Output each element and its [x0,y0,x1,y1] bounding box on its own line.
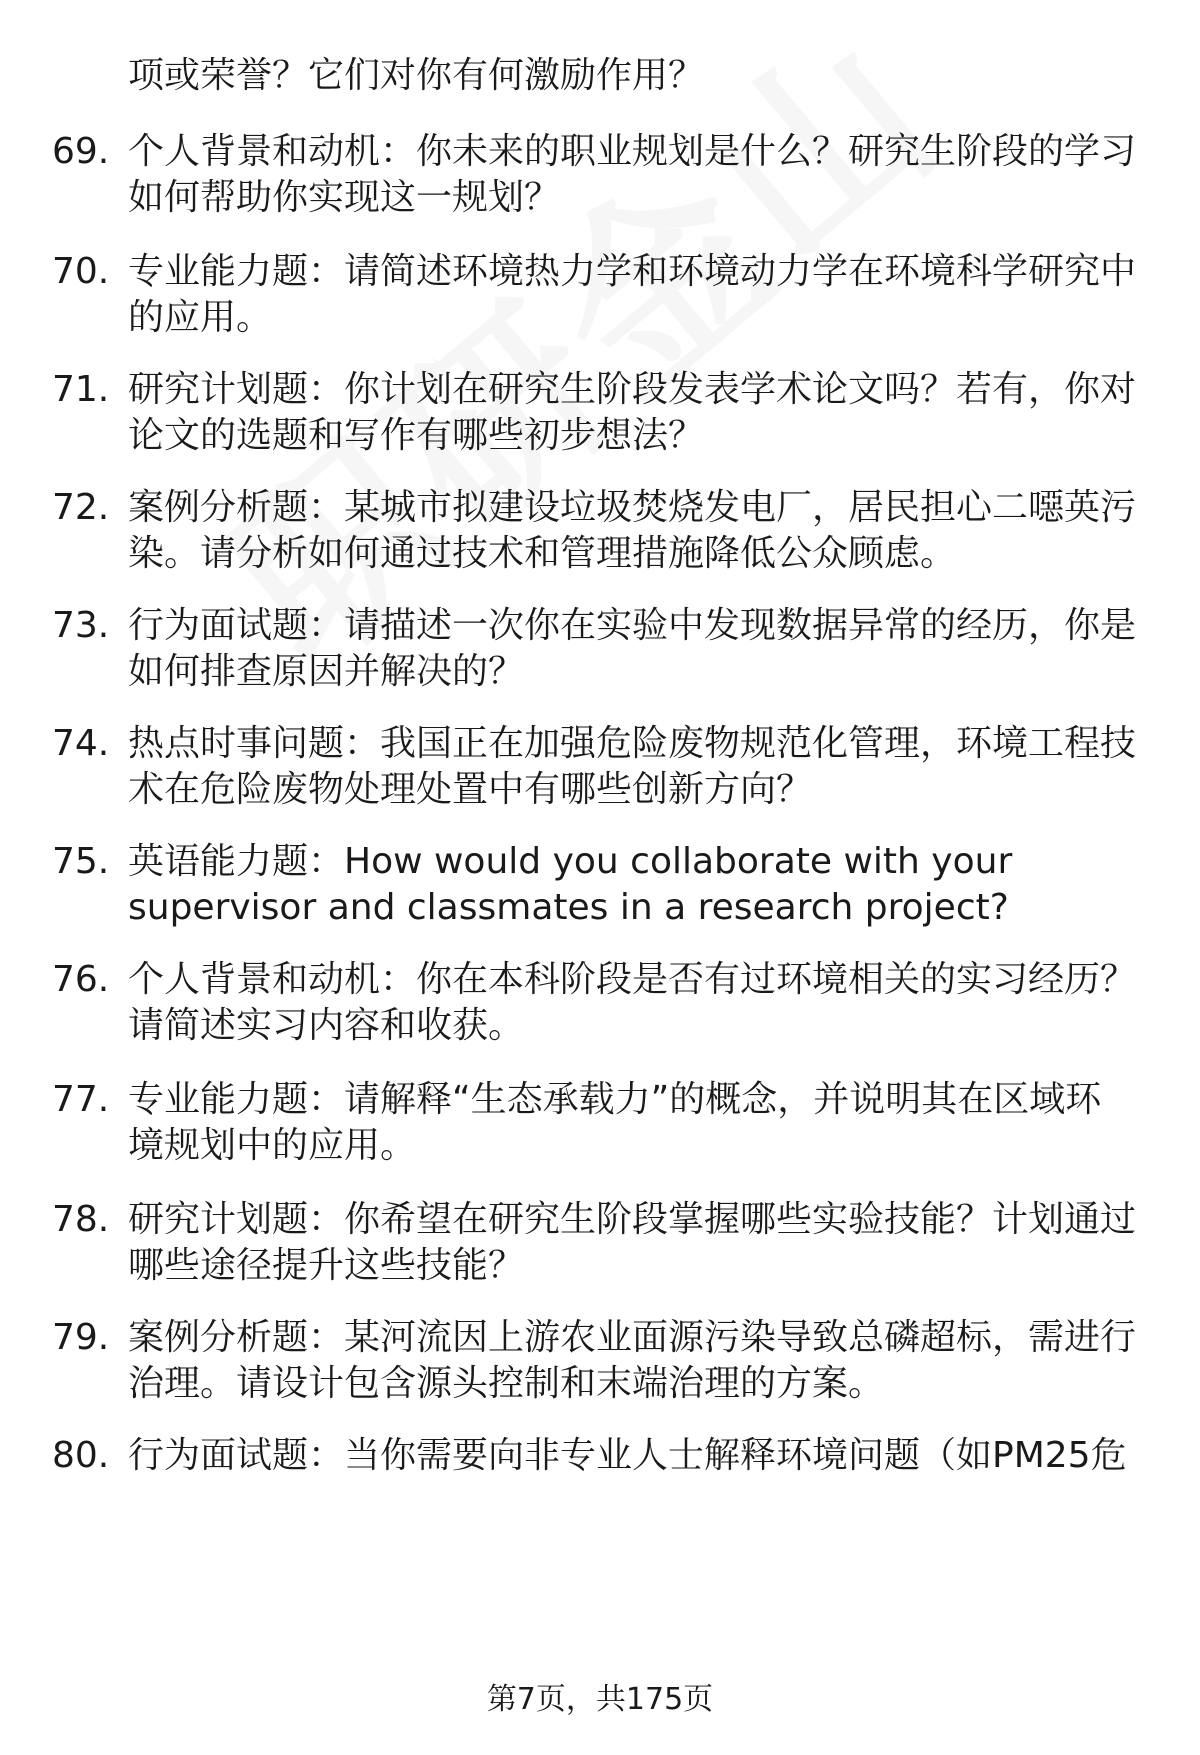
question-text: 项或荣誉？它们对你有何激励作用？ [128,55,705,96]
question-text: 专业能力题：请解释“生态承载力”的概念，并说明其在区域环 [128,1079,1102,1120]
question-text: 案例分析题：某河流因上游农业面源污染导致总磷超标，需进行 [128,1317,1137,1358]
question-number: 73. [52,605,110,646]
question-text: 染。请分析如何通过技术和管理措施降低公众顾虑。 [128,533,957,574]
question-text: 个人背景和动机：你未来的职业规划是什么？研究生阶段的学习 [128,131,1137,172]
question-text: supervisor and classmates in a research project? [128,887,1009,928]
question-number: 74. [52,723,110,764]
question-text: 哪些途径提升这些技能？ [128,1245,525,1286]
question-text: 术在危险废物处理处置中有哪些创新方向？ [128,769,813,810]
question-number: 69. [52,131,110,172]
question-text: 论文的选题和写作有哪些初步想法？ [128,415,705,456]
question-number: 78. [52,1199,110,1240]
question-number: 72. [52,487,110,528]
question-text: 的应用。 [128,297,273,338]
question-text: 如何帮助你实现这一规划？ [128,177,561,218]
question-text: 研究计划题：你计划在研究生阶段发表学术论文吗？若有，你对 [128,369,1137,410]
question-text: 专业能力题：请简述环境热力学和环境动力学在环境科学研究中 [128,251,1137,292]
question-number: 75. [52,841,110,882]
question-number: 71. [52,369,110,410]
question-number: 76. [52,959,110,1000]
question-number: 79. [52,1317,110,1358]
question-text: 行为面试题：当你需要向非专业人士解释环境问题（如PM25危 [128,1435,1127,1476]
question-text: 热点时事问题：我国正在加强危险废物规范化管理，环境工程技 [128,723,1137,764]
question-number: 80. [52,1435,110,1476]
question-text: 个人背景和动机：你在本科阶段是否有过环境相关的实习经历？ [128,959,1137,1000]
question-text: 治理。请设计包含源头控制和末端治理的方案。 [128,1363,885,1404]
question-number: 70. [52,251,110,292]
question-text: 如何排查原因并解决的？ [128,651,525,692]
page-footer: 第7页，共175页 [486,1682,714,1717]
question-text: 境规划中的应用。 [128,1125,417,1166]
question-number: 77. [52,1079,110,1120]
question-text: 英语能力题：How would you collaborate with your [128,841,1013,882]
question-text: 案例分析题：某城市拟建设垃圾焚烧发电厂，居民担心二噁英污 [128,487,1137,528]
question-text: 研究计划题：你希望在研究生阶段掌握哪些实验技能？计划通过 [128,1199,1137,1240]
question-text: 行为面试题：请描述一次你在实验中发现数据异常的经历，你是 [128,605,1137,646]
question-text: 请简述实习内容和收获。 [128,1005,525,1046]
